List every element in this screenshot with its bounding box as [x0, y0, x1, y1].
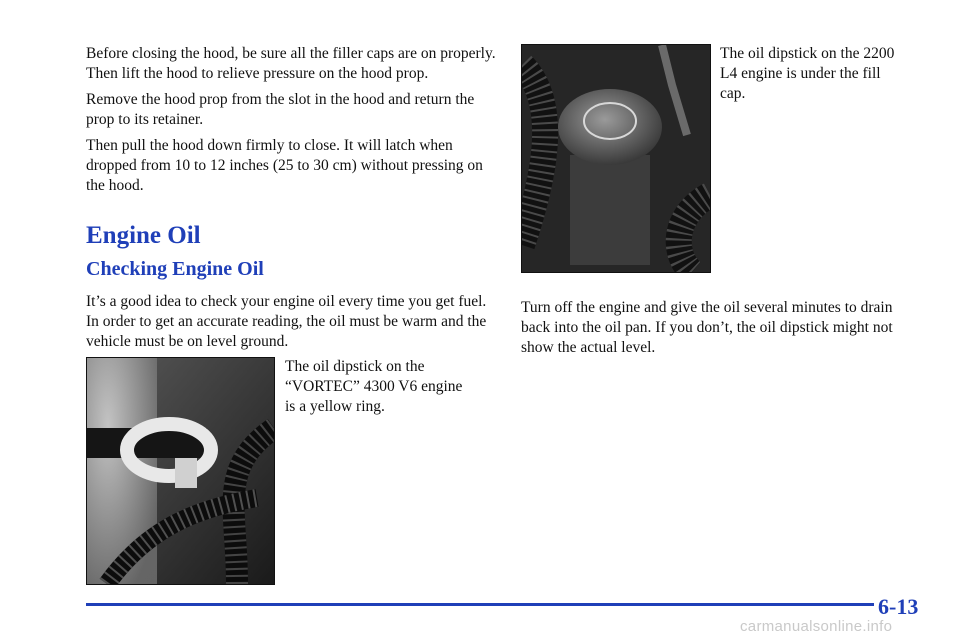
caption-l4-dipstick: The oil dipstick on the 2200 L4 engine is under the fill cap.: [720, 45, 895, 102]
dipstick-ring-image: [87, 358, 274, 584]
heading-engine-oil: Engine Oil: [86, 222, 201, 249]
caption-vortec-dipstick: The oil dipstick on the “VORTEC” 4300 V6 engine is a yellow ring.: [285, 358, 463, 415]
photo-l4-fill-cap: [521, 44, 711, 273]
fill-cap-image: [522, 45, 710, 272]
watermark-text: carmanualsonline.info: [740, 618, 893, 635]
paragraph-hood-prop: Remove the hood prop from the slot in the hood and return the prop to its retainer.: [86, 91, 475, 128]
page-number: 6-13: [878, 594, 919, 619]
paragraph-hood-caps: Before closing the hood, be sure all the filler caps are on properly. Then lift the hood to relieve pressure on the hood prop.: [86, 45, 496, 82]
paragraph-hood-close: Then pull the hood down firmly to close. It will latch when dropped from 10 to 12 inches (25 to 30 cm) without pressing on the hood.: [86, 137, 483, 194]
paragraph-check-oil: It’s a good idea to check your engine oil every time you get fuel. In order to get an accurate reading, the oil must be warm and the vehicle must be on level ground.: [86, 293, 487, 350]
footer-rule: [86, 603, 874, 606]
photo-vortec-dipstick: [86, 357, 275, 585]
left-column: [86, 44, 496, 196]
heading-checking-engine-oil: Checking Engine Oil: [86, 258, 264, 280]
paragraph-turn-off-engine: Turn off the engine and give the oil several minutes to drain back into the oil pan. If you don’t, the oil dipstick might not show the actual level.: [521, 299, 893, 356]
